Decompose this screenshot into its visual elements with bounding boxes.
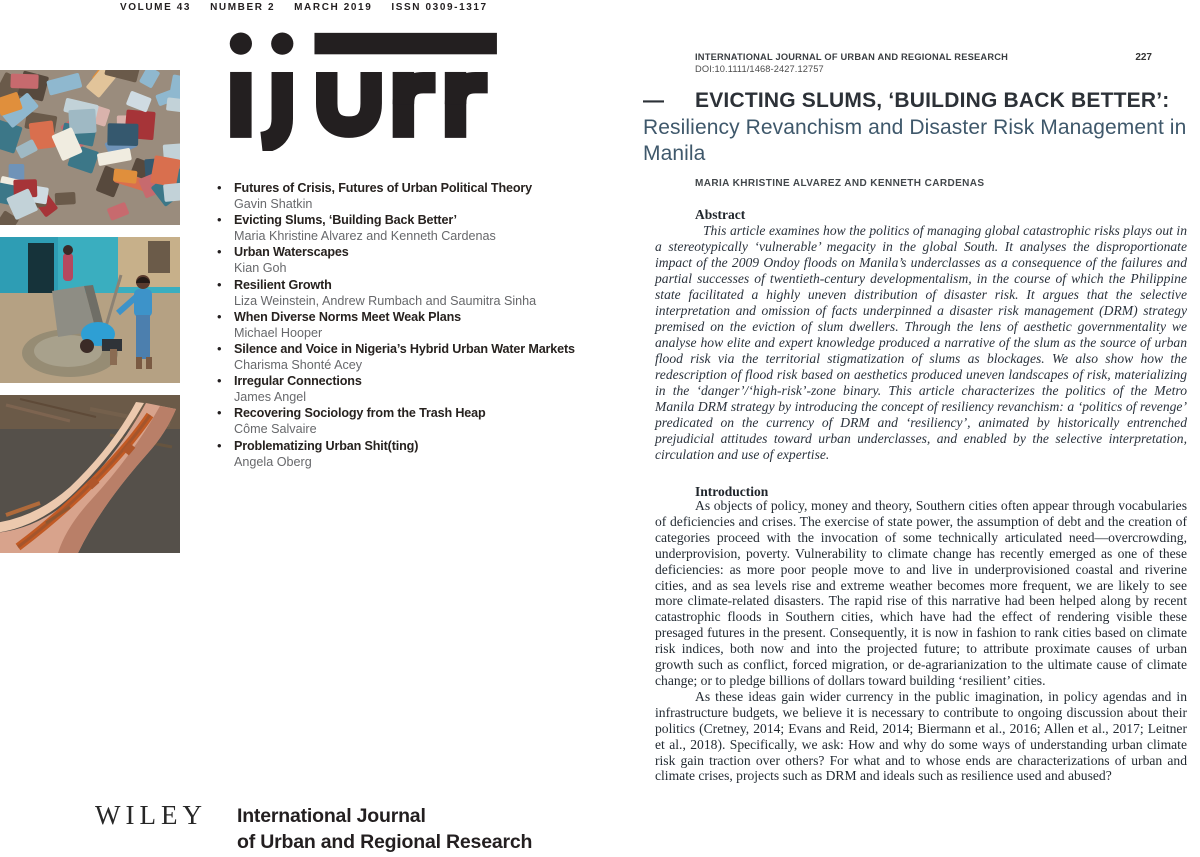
article-list-item	[217, 244, 575, 276]
abstract-heading: Abstract	[695, 207, 746, 222]
article-title: • Recovering Sociology from the Trash Heap	[234, 406, 486, 421]
article-title: • Problematizing Urban Shit(ting)	[234, 438, 419, 453]
page-number: 227	[1135, 52, 1152, 63]
journal-name	[237, 803, 532, 855]
colorful-tarps-aerial-photo	[0, 70, 180, 225]
number-label: NUMBER 2	[210, 2, 276, 13]
journal-name-line1: International Journal	[237, 805, 426, 827]
article-list-item	[217, 438, 575, 470]
article-first-page	[600, 0, 1200, 857]
article-title: • Urban Waterscapes	[234, 245, 349, 260]
wiley-logo: WILEY	[95, 800, 207, 830]
running-head: INTERNATIONAL JOURNAL OF URBAN AND REGIONAL RESEARCH	[695, 52, 1009, 62]
issn-label: ISSN 0309-1317	[391, 2, 488, 13]
article-authors: Michael Hooper	[234, 325, 323, 340]
volume-label: VOLUME 43	[120, 2, 192, 13]
article-list-item	[217, 405, 575, 437]
introduction-heading: Introduction	[695, 484, 769, 499]
journal-name-line2: of Urban and Regional Research	[237, 831, 533, 853]
article-list-item	[217, 309, 575, 341]
article-authors: Liza Weinstein, Andrew Rumbach and Saumitra Sinha	[234, 293, 537, 308]
article-title: • Evicting Slums, ‘Building Back Better’	[234, 213, 457, 228]
article-list-item	[217, 341, 575, 373]
article-list-item	[217, 277, 575, 309]
article-list-item	[217, 373, 575, 405]
ijurr-logo	[224, 32, 500, 151]
article-title: • Irregular Connections	[234, 374, 362, 389]
article-authors: Kian Goh	[234, 261, 287, 276]
article-title: • When Diverse Norms Meet Weak Plans	[234, 309, 462, 324]
article-authors: Maria Khristine Alvarez and Kenneth Cardenas	[234, 229, 496, 244]
article-authors: Côme Salvaire	[234, 422, 317, 437]
cover-article-list	[217, 180, 575, 470]
article-title: • Futures of Crisis, Futures of Urban Political Theory	[234, 181, 532, 195]
title-dash: —	[643, 89, 664, 112]
abstract-text: This article examines how the politics of managing global catastrophic risks plays out in a stereotypically ‘vulnerable’ megacity in the global South. It analyses the disproportionate impact of the 2009 Ondoy floods on Manila’s underclasses as a consequence of the failures and partial successes of twentieth-century developmentalism, in the course of which the Philippine state facilitated a highly uneven distribution of disaster risk. It argues that the selective interpretation and omission of facts underpinned a disaster risk management (DRM) strategy premised on the eviction of slum dwellers. Through the lens of aesthetic governmentality we analyse how elite and expert knowledge produced a narrative of the slum as the source of urban flood risk via the territorial stigmatization of slums as blockages. We also show how the redescription of flood risk based on aesthetics produced uneven landscapes of risk, materializing in the ‘danger’/‘high-risk’-zone binary. This article characterizes the politics of the Metro Manila DRM strategy by introducing the concept of resiliency revanchism: a ‘politics of revenge’ predicated on the currency of DRM and ‘resiliency’, animated by historically entrenched prejudicial attitudes toward urban underclasses, and enabled by the selective interpretation, circulation and use of expertise.	[655, 223, 1187, 462]
intro-paragraph-1: As objects of policy, money and theory, Southern cities often appear through vocabularies of deficiencies and crises. The exercise of state power, the assumption of debt and the creation of categories proceed with the invocation of some technically articulated need—overcrowding, underprovision, poverty. Vulnerability to climate change has recently emerged as one of these deficiencies: as more poor people move to and live in underprovisioned coastal and riverine cities, and as sea levels rise and extreme weather becomes more frequent, we are likely to see more climate-related disasters. The rapid rise of this narrative had been helped along by recent catastrophic floods in Southern cities, which have had the effect of rendering visible these presaged futures in the present. Consequently, it is now in fashion to rank cities based on climate risk indices, both now and into the projected future; to attribute proximate causes of urban growth such as conflict, forced migration, or de-agrarianization to the ultimate cause of climate change; or to pledge billions of dollars toward building ‘resilient’ cities.	[655, 498, 1187, 688]
article-authors: Angela Oberg	[234, 454, 312, 469]
article-main-title: EVICTING SLUMS, ‘BUILDING BACK BETTER’:	[695, 89, 1170, 112]
article-title: • Resilient Growth	[234, 277, 332, 292]
concrete-embankment-pipes-photo	[0, 395, 180, 553]
water-pump-street-photo	[0, 237, 180, 383]
article-list-item	[217, 180, 575, 212]
article-title: • Silence and Voice in Nigeria’s Hybrid Urban Water Markets	[234, 341, 575, 356]
running-head-row	[695, 52, 1152, 63]
article-authors: James Angel	[234, 390, 307, 405]
article-title-block	[643, 88, 1191, 168]
date-label: MARCH 2019	[294, 2, 373, 13]
article-subtitle: Resiliency Revanchism and Disaster Risk Management in Manila	[643, 115, 1187, 165]
cover-masthead	[120, 2, 488, 13]
article-authors: Charisma Shonté Acey	[234, 358, 363, 373]
intro-paragraph-2: As these ideas gain wider currency in the public imagination, in policy agendas and in infrastructure budgets, we believe it is necessary to contribute to ongoing discussion about their politics (Cretney, 2014; Evans and Reid, 2014; Biermann et al., 2016; Allen et al., 2017; Leitner et al., 2018). Specifically, we ask: How and why do some ways of understanding urban climate risk gain traction over others? For what and to whose ends are characterizations of urban and climate crises, projects such as DRM and ideals such as resilience used and abused?	[655, 688, 1187, 784]
doi-line: DOI:10.1111/1468-2427.12757	[695, 64, 824, 74]
introduction-body	[655, 498, 1187, 784]
article-authors-line: MARIA KHRISTINE ALVAREZ AND KENNETH CARDENAS	[695, 178, 985, 189]
article-list-item	[217, 212, 575, 244]
article-authors: Gavin Shatkin	[234, 197, 313, 212]
